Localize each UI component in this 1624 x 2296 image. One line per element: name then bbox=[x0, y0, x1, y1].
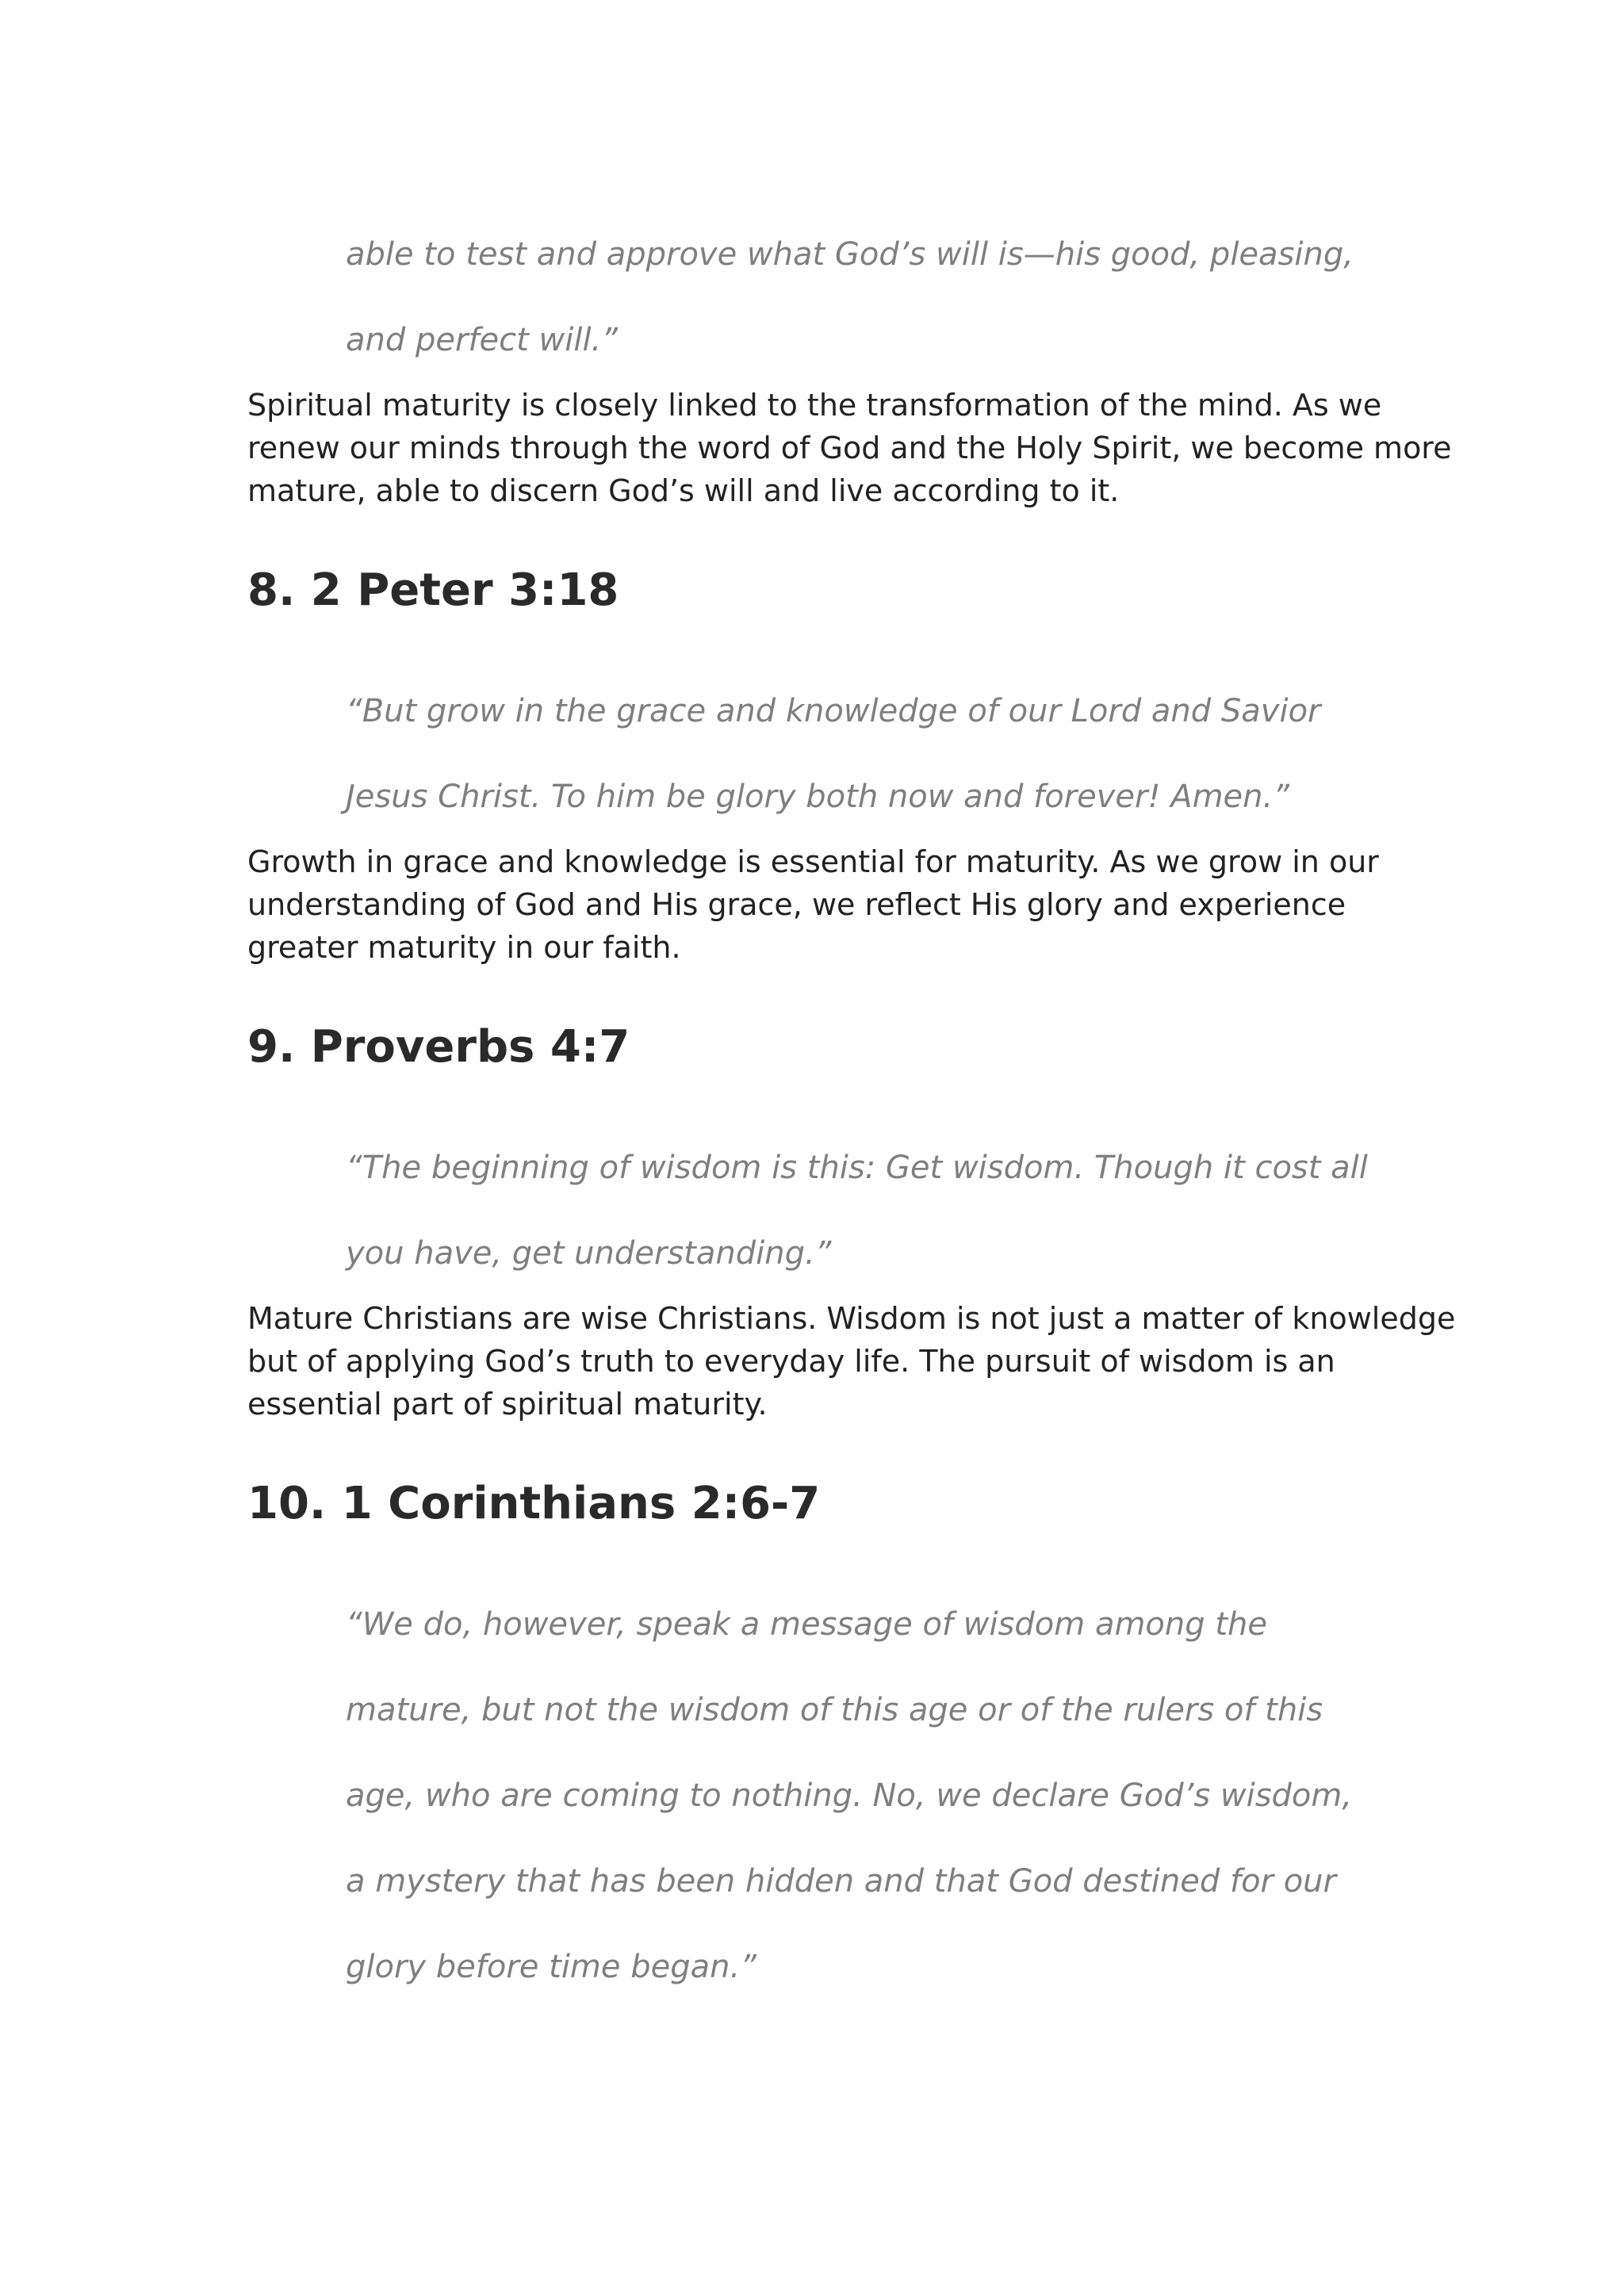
section-10-quote-line-4: a mystery that has been hidden and that God destined for our bbox=[346, 1863, 1336, 1900]
section-9-paragraph-line-2: but of applying God’s truth to everyday life. The pursuit of wisdom is an bbox=[247, 1344, 1335, 1379]
section-8-heading: 8. 2 Peter 3:18 bbox=[247, 564, 619, 616]
section-8-paragraph-line-3: greater maturity in our faith. bbox=[247, 930, 681, 965]
section-8-quote-line-1: “But grow in the grace and knowledge of our Lord and Savior bbox=[346, 693, 1321, 729]
intro-paragraph-line-2: renew our minds through the word of God and the Holy Spirit, we become more bbox=[247, 430, 1452, 465]
section-8-paragraph-line-1: Growth in grace and knowledge is essential for maturity. As we grow in our bbox=[247, 844, 1379, 879]
section-10-quote-line-1: “We do, however, speak a message of wisdom among the bbox=[346, 1606, 1267, 1643]
section-9-heading: 9. Proverbs 4:7 bbox=[247, 1021, 630, 1073]
section-8-quote-line-2: Jesus Christ. To him be glory both now and forever! Amen.” bbox=[346, 779, 1289, 815]
intro-quote-line-2: and perfect will.” bbox=[346, 322, 618, 358]
intro-quote-line-1: able to test and approve what God’s will is—his good, pleasing, bbox=[346, 236, 1354, 273]
section-9-paragraph-line-1: Mature Christians are wise Christians. Wisdom is not just a matter of knowledge bbox=[247, 1301, 1456, 1336]
section-10-quote-line-5: glory before time began.” bbox=[346, 1949, 756, 1985]
section-10-quote-line-2: mature, but not the wisdom of this age or of the rulers of this bbox=[346, 1692, 1323, 1728]
intro-paragraph-line-3: mature, able to discern God’s will and live according to it. bbox=[247, 473, 1120, 508]
section-10-quote-line-3: age, who are coming to nothing. No, we declare God’s wisdom, bbox=[346, 1777, 1353, 1814]
section-9-paragraph-line-3: essential part of spiritual maturity. bbox=[247, 1387, 768, 1422]
intro-paragraph-line-1: Spiritual maturity is closely linked to the transformation of the mind. As we bbox=[247, 388, 1382, 423]
section-8-paragraph-line-2: understanding of God and His grace, we reflect His glory and experience bbox=[247, 887, 1346, 922]
section-9-quote-line-1: “The beginning of wisdom is this: Get wisdom. Though it cost all bbox=[346, 1150, 1368, 1186]
section-9-quote-line-2: you have, get understanding.” bbox=[346, 1235, 832, 1272]
section-10-heading: 10. 1 Corinthians 2:6-7 bbox=[247, 1478, 821, 1529]
